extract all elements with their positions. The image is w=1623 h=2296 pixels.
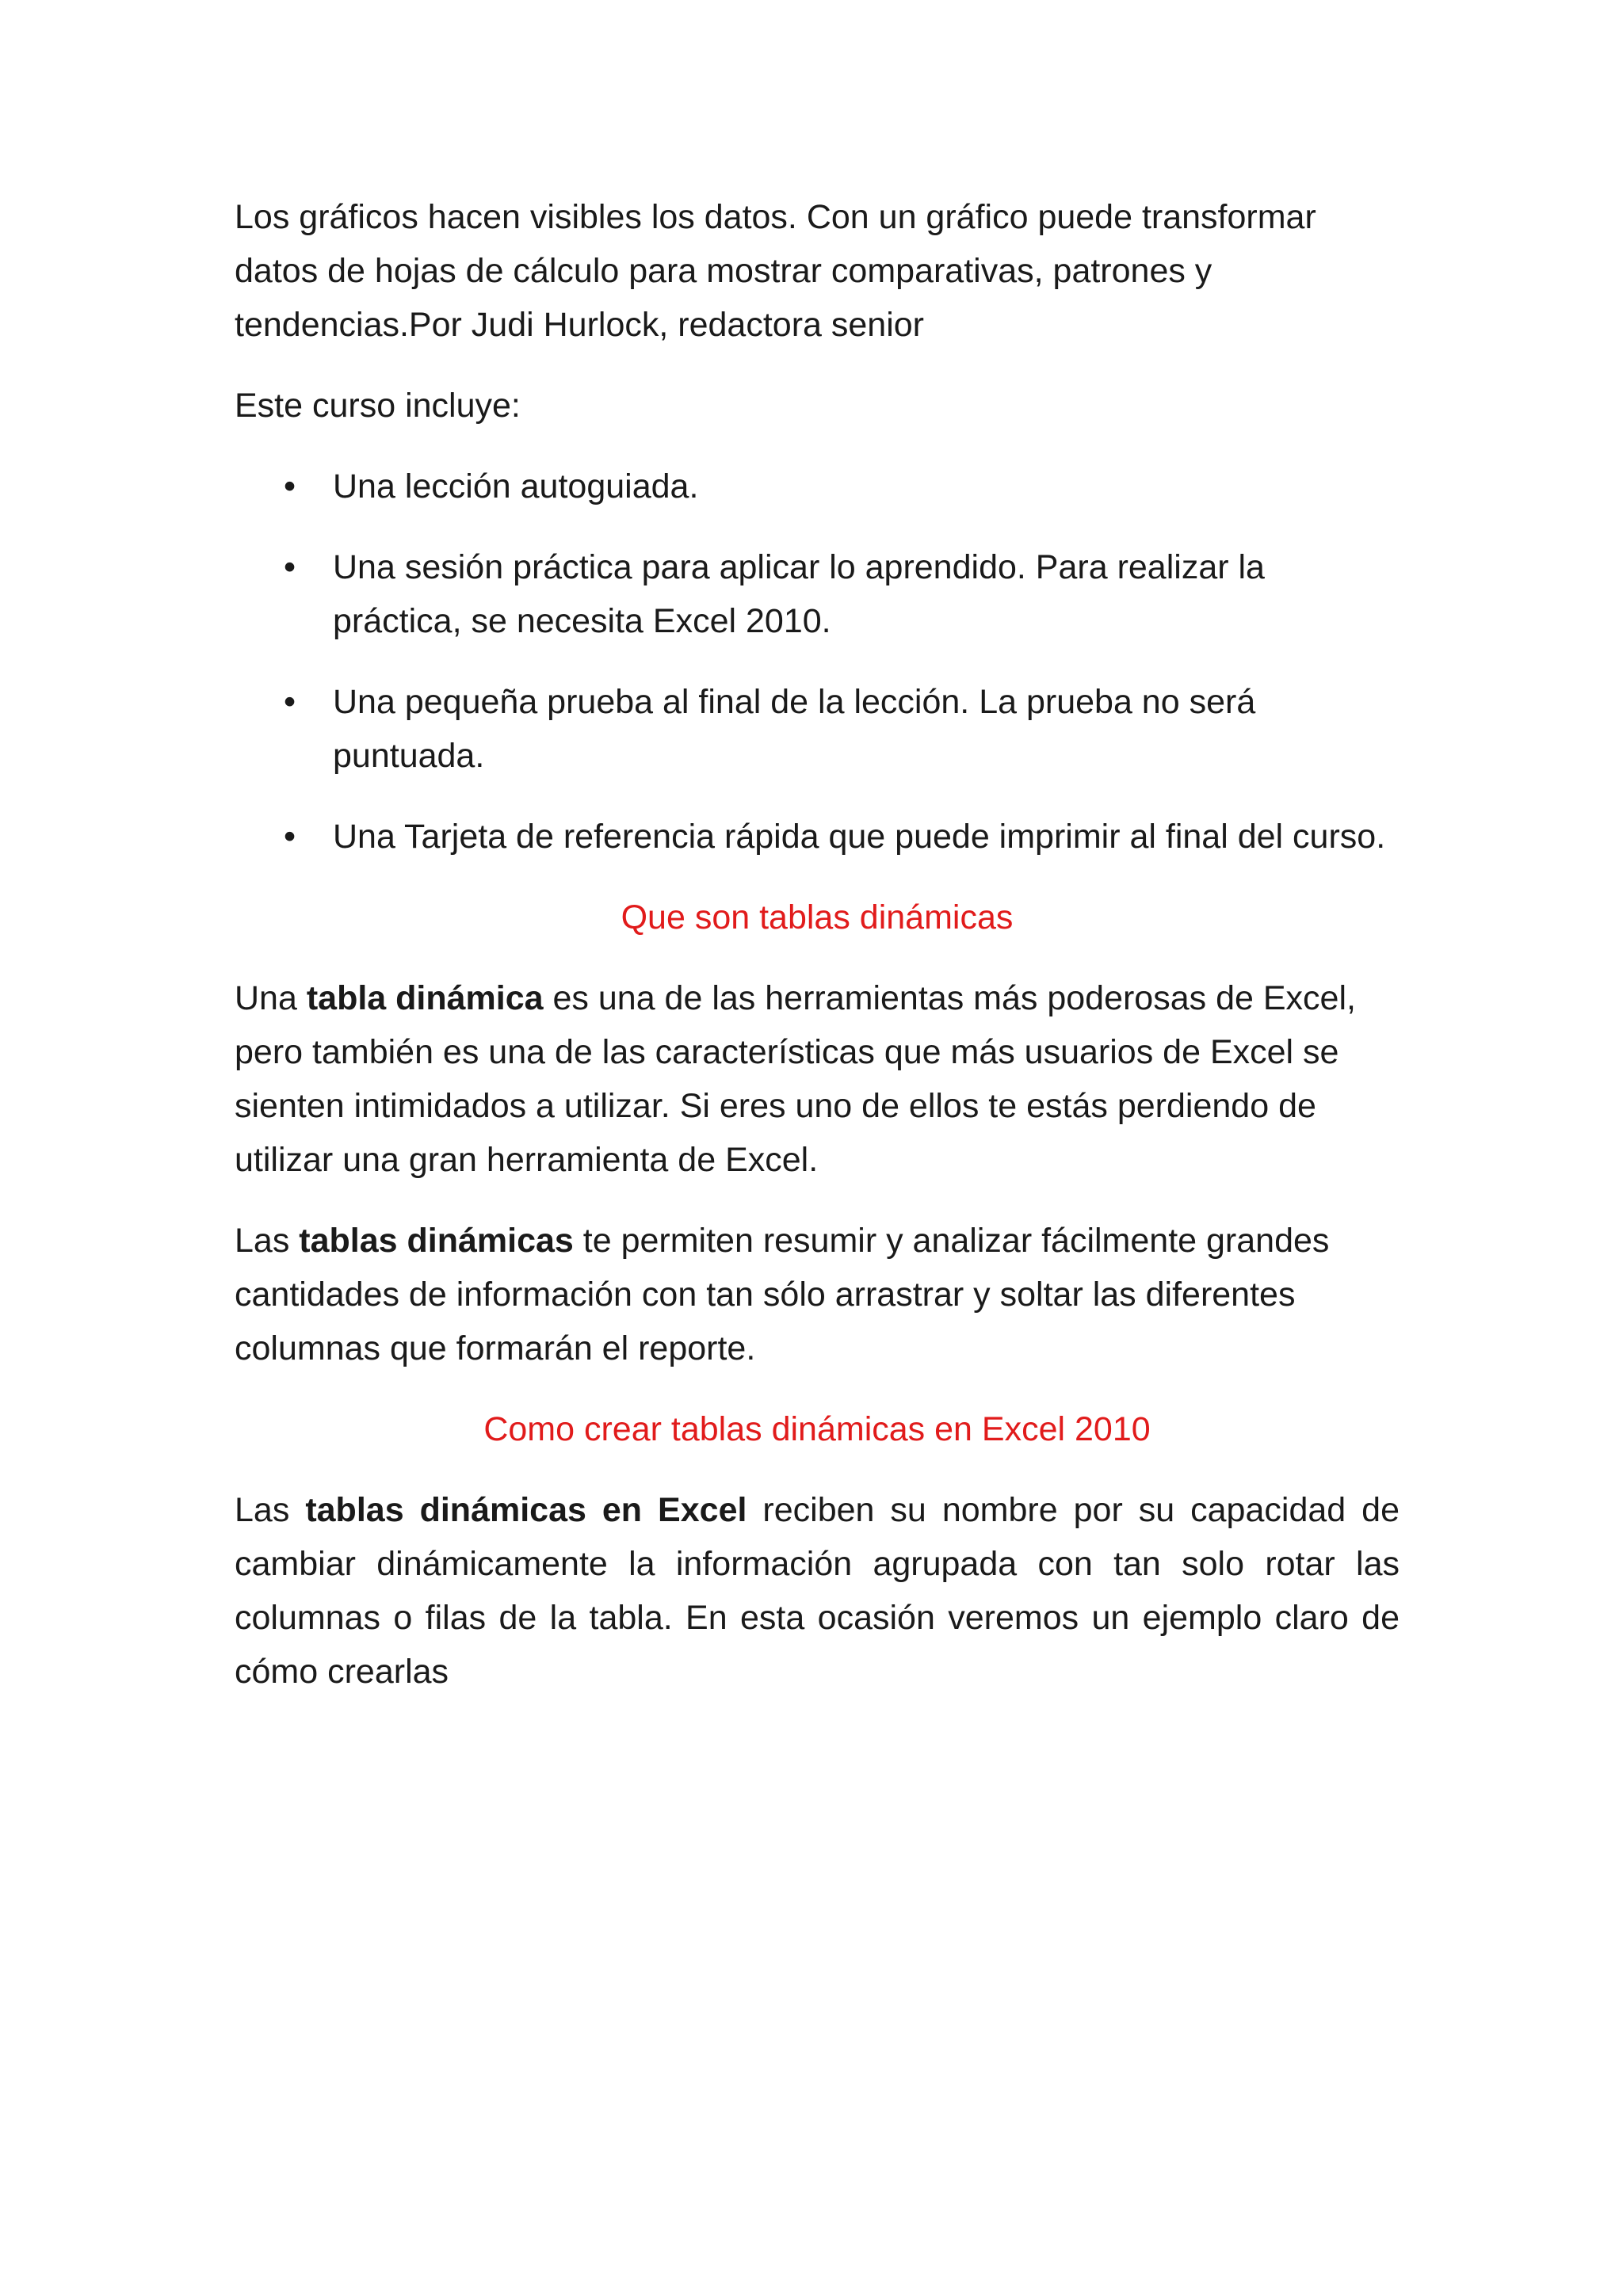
bold-term: tabla dinámica <box>306 979 544 1017</box>
bold-term: tablas dinámicas <box>299 1222 574 1260</box>
bullet-icon: • <box>284 683 296 721</box>
text-run: te permiten resumir y analizar fácilmente grandes cantidades de información con tan sólo arrastrar y soltar las diferentes columnas que formarán el reporte. <box>235 1222 1330 1367</box>
pivot-summary-paragraph <box>235 1214 1400 1375</box>
bullet-icon: • <box>284 548 296 586</box>
pivot-intro-paragraph <box>235 971 1400 1187</box>
text-run: es una de las herramientas más poderosas de Excel, pero también es una de las características que más usuarios de Excel se sienten intimidados a utilizar. Si eres uno de ellos te estás perdiendo de utilizar una gran herramienta de Excel. <box>235 979 1356 1179</box>
list-item <box>235 540 1400 648</box>
list-item <box>235 810 1400 864</box>
course-includes-label: Este curso incluye: <box>235 387 521 425</box>
section-heading-create-pivot-tables: Como crear tablas dinámicas en Excel 2010 <box>483 1410 1151 1448</box>
list-item <box>235 675 1400 783</box>
intro-paragraph: Los gráficos hacen visibles los datos. Con un gráfico puede transformar datos de hojas de cálculo para mostrar comparativas, patrones y tendencias.Por Judi Hurlock, redactora senior <box>235 198 1316 344</box>
list-item-text: Una pequeña prueba al final de la lección. La prueba no será puntuada. <box>333 683 1256 775</box>
text-run: Las <box>235 1491 306 1529</box>
list-item-text: Una sesión práctica para aplicar lo aprendido. Para realizar la práctica, se necesita Excel 2010. <box>333 548 1265 640</box>
document-page <box>235 190 1400 1726</box>
list-item <box>235 460 1400 513</box>
bullet-icon: • <box>284 467 296 505</box>
bold-term: tablas dinámicas en Excel <box>305 1491 747 1529</box>
section-heading-pivot-tables: Que son tablas dinámicas <box>621 898 1014 936</box>
text-run: reciben su nombre por su capacidad de cambiar dinámicamente la información agrupada con tan solo rotar las columnas o filas de la tabla. En esta ocasión veremos un ejemplo claro de cómo crearlas <box>235 1491 1400 1691</box>
list-item-text: Una Tarjeta de referencia rápida que puede imprimir al final del curso. <box>333 818 1386 856</box>
list-item-text: Una lección autoguiada. <box>333 467 699 505</box>
bullet-icon: • <box>284 818 296 856</box>
course-items-list <box>235 460 1400 864</box>
text-run: Las <box>235 1222 300 1260</box>
text-run: Una <box>235 979 307 1017</box>
create-pivot-paragraph <box>235 1483 1400 1699</box>
